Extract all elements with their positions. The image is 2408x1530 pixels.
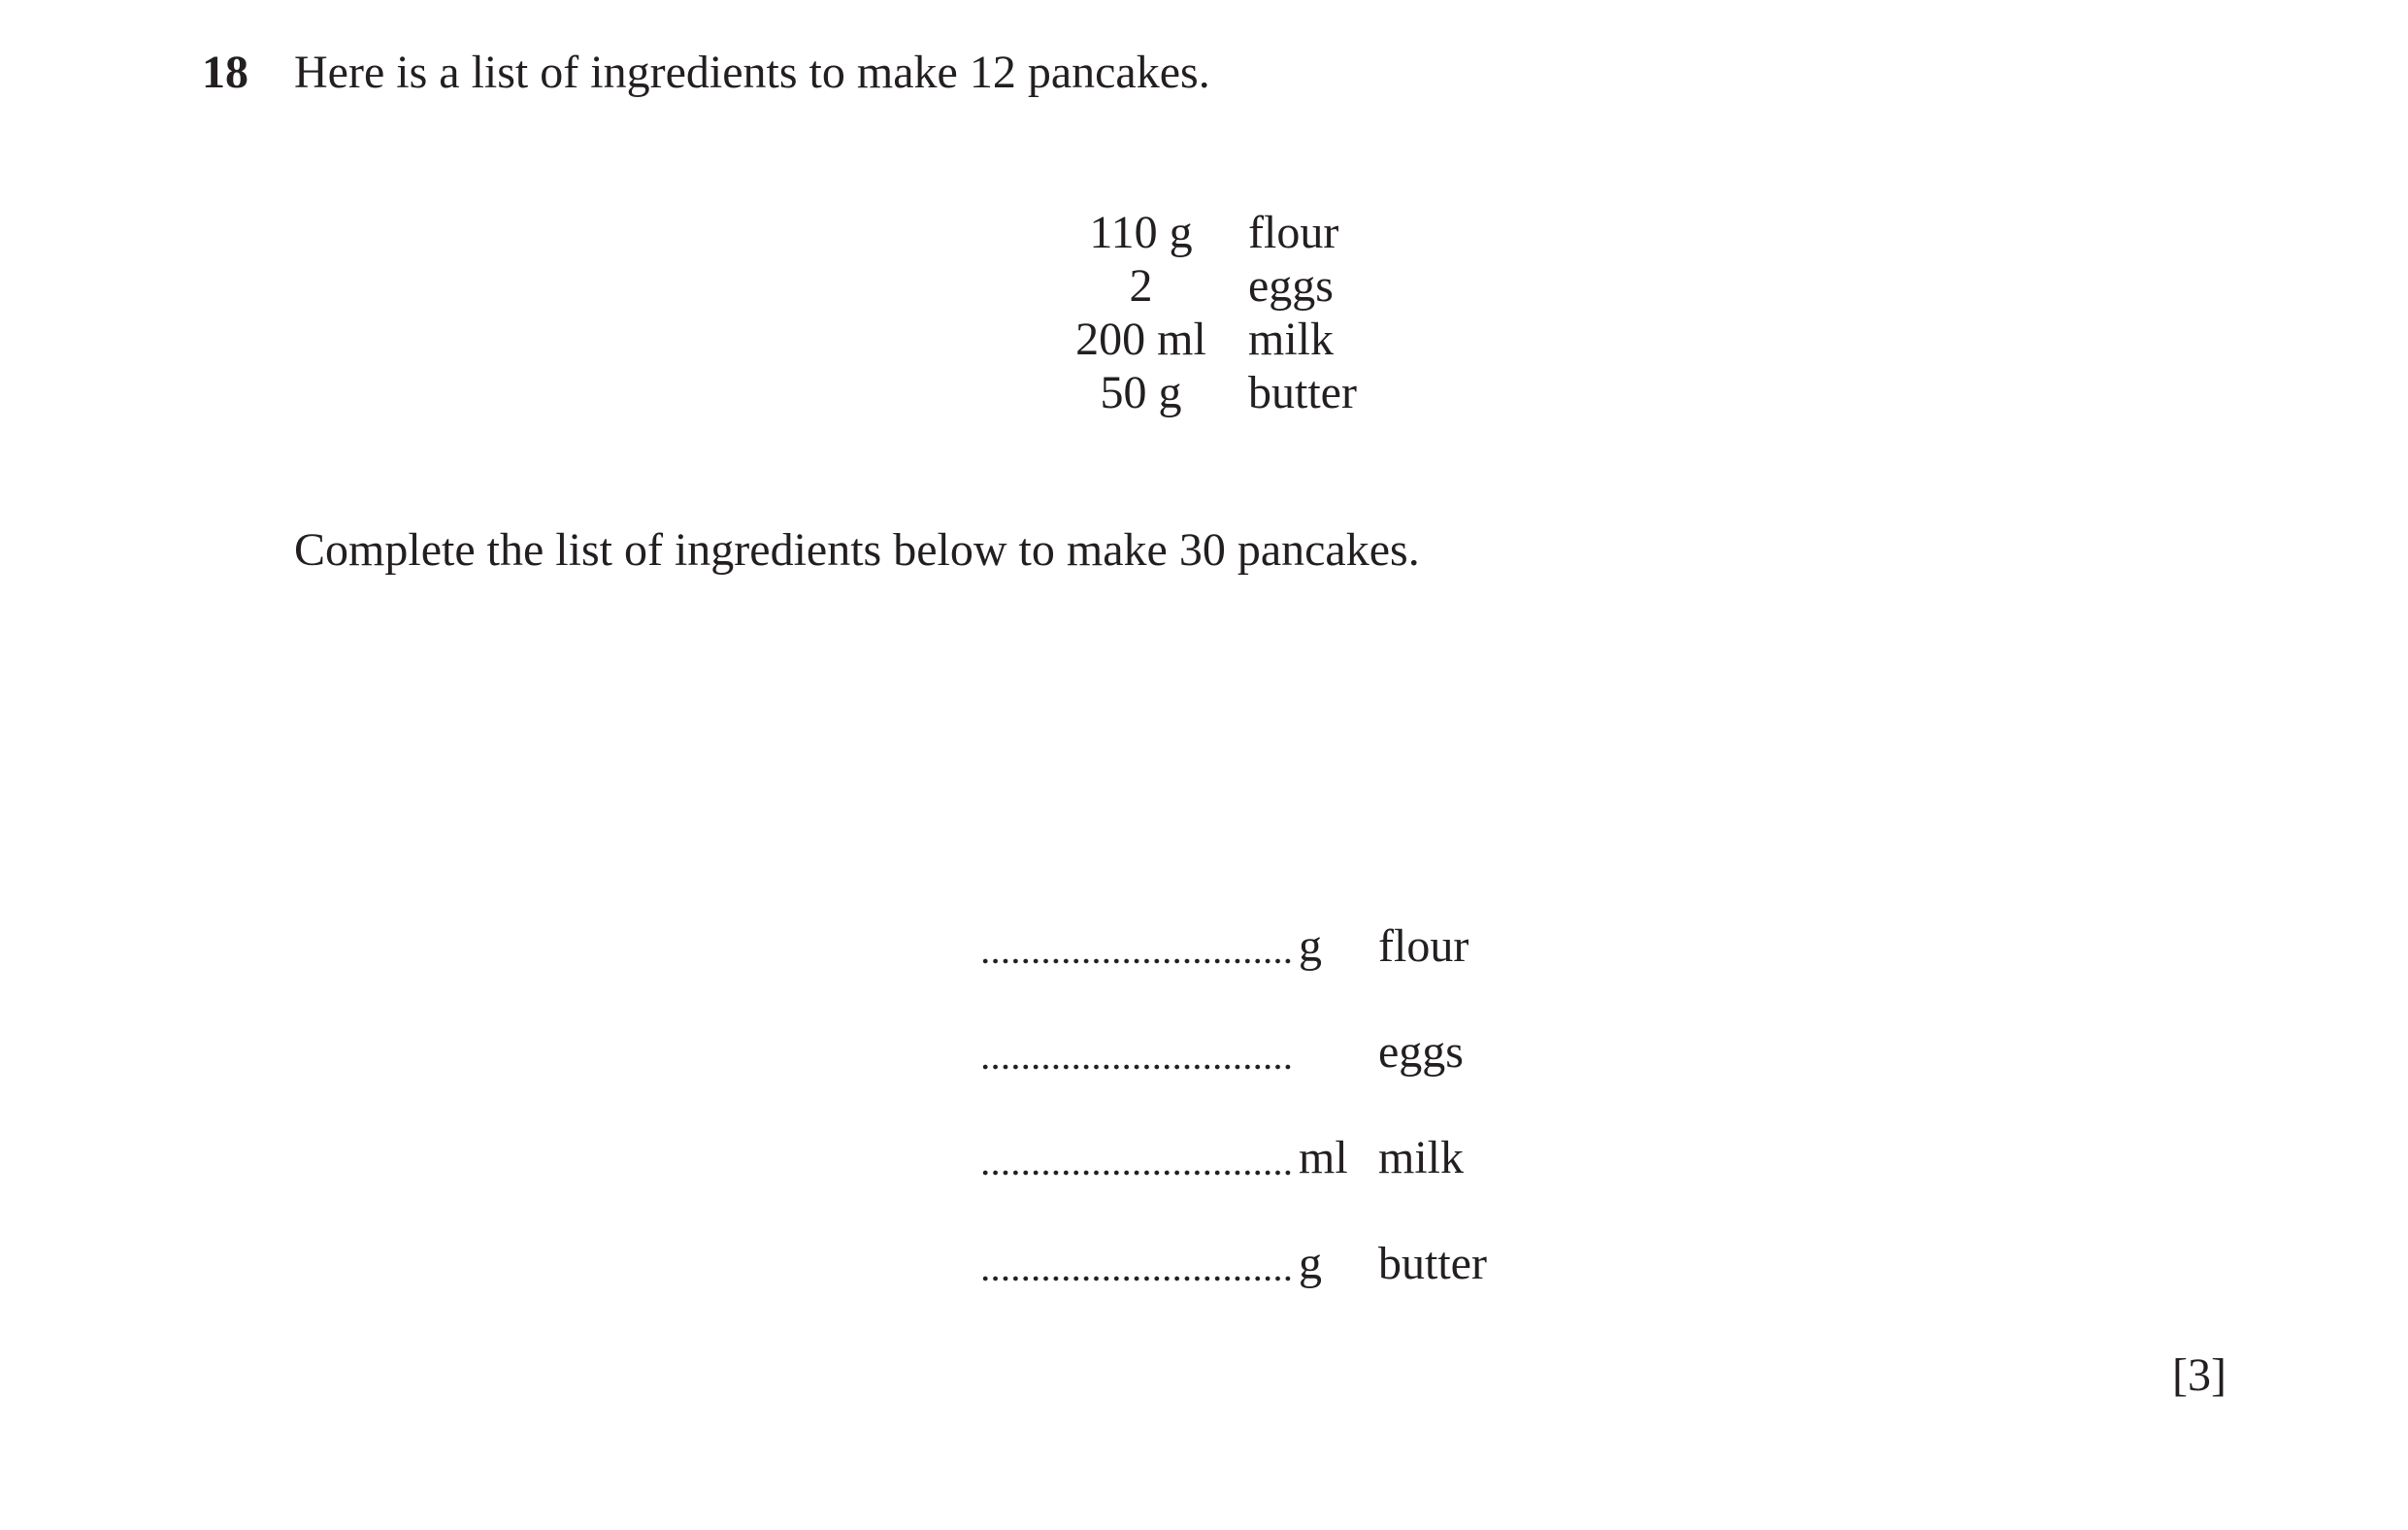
given-quantity: 200 ml <box>1075 314 1206 365</box>
given-ingredient-name: flour <box>1248 207 1339 258</box>
given-ingredient-name: butter <box>1248 367 1357 418</box>
given-quantity: 2 <box>1129 260 1153 312</box>
given-quantity: 110 g <box>1089 207 1193 258</box>
marks-indicator: [3] <box>2172 1349 2227 1401</box>
instruction-text: Complete the list of ingredients below to make 30 pancakes. <box>294 524 1420 576</box>
question-number: 18 <box>202 47 248 98</box>
question-text: Here is a list of ingredients to make 12 pancakes. <box>294 47 1210 98</box>
answer-blank-butter[interactable] <box>980 1235 1293 1293</box>
given-ingredient-name: eggs <box>1248 260 1334 312</box>
answer-unit: ml <box>1299 1132 1348 1183</box>
answer-unit: g <box>1299 920 1322 972</box>
answer-ingredient-name: flour <box>1378 920 1469 972</box>
answer-ingredient-name: milk <box>1378 1132 1465 1183</box>
answer-ingredient-name: eggs <box>1378 1026 1464 1078</box>
answer-ingredient-name: butter <box>1378 1238 1487 1289</box>
given-quantity: 50 g <box>1100 367 1182 418</box>
answer-blank-milk[interactable] <box>980 1129 1293 1187</box>
answer-blank-eggs[interactable] <box>980 1023 1293 1081</box>
given-ingredient-name: milk <box>1248 314 1335 365</box>
answer-unit: g <box>1299 1238 1322 1289</box>
answer-blank-flour[interactable] <box>980 917 1293 976</box>
